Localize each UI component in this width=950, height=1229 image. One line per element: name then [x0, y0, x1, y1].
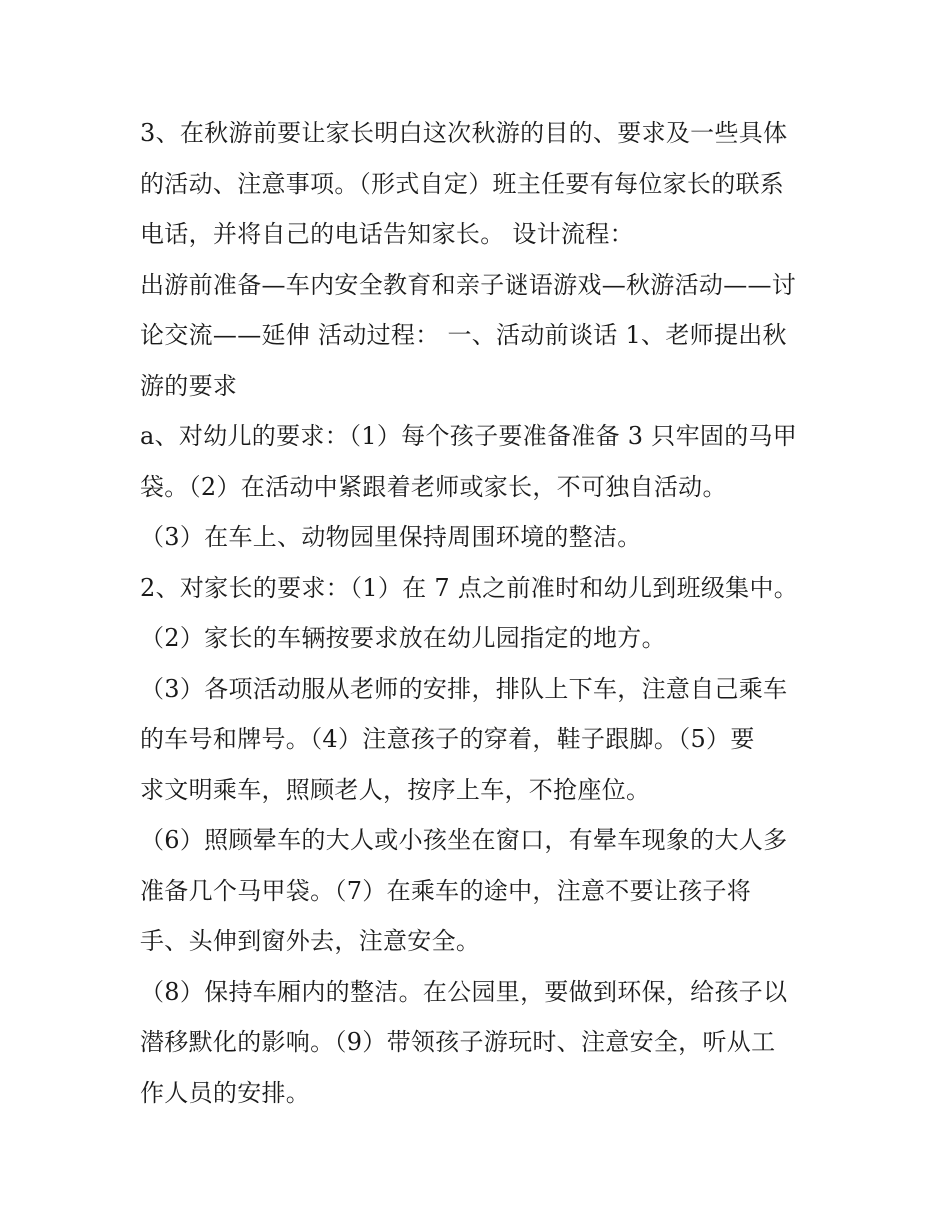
text-line: 袋。（2）在活动中紧跟着老师或家长，不可独自活动。	[140, 472, 727, 501]
text-line: 论交流——延伸 活动过程： 一、活动前谈话 1、老师提出秋	[140, 321, 787, 349]
text-line: 3、在秋游前要让家长明白这次秋游的目的、要求及一些具体	[140, 119, 788, 147]
text-line: 游的要求	[140, 371, 238, 400]
text-line: （2）家长的车辆按要求放在幼儿园指定的地方。	[140, 624, 666, 652]
text-line: （3）在车上、动物园里保持周围环境的整洁。	[140, 523, 642, 551]
text-line: 2、对家长的要求：（1）在 7 点之前准时和幼儿到班级集中。	[140, 573, 799, 602]
text-line: 潜移默化的影响。（9）带领孩子游玩时、注意安全，听从工	[140, 1028, 776, 1056]
text-line: 电话，并将自己的电话告知家长。 设计流程：	[140, 220, 634, 248]
text-line: 手、头伸到窗外去，注意安全。	[140, 927, 481, 955]
text-line: 的活动、注意事项。（形式自定）班主任要有每位家长的联系	[140, 169, 785, 198]
document-body	[140, 108, 820, 1118]
text-line: （3）各项活动服从老师的安排，排队上下车，注意自己乘车	[140, 674, 788, 703]
text-line: （6）照顾晕车的大人或小孩坐在窗口，有晕车现象的大人多	[140, 826, 788, 854]
text-line: 的车号和牌号。（4）注意孩子的穿着，鞋子跟脚。（5）要	[140, 725, 755, 753]
text-line: 出游前准备—车内安全教育和亲子谜语游戏—秋游活动——讨	[140, 270, 797, 299]
text-line: 作人员的安排。	[140, 1078, 311, 1107]
text-line: 准备几个马甲袋。（7）在乘车的途中，注意不要让孩子将	[140, 876, 752, 905]
text-line: （8）保持车厢内的整洁。在公园里，要做到环保，给孩子以	[140, 977, 788, 1006]
text-line: 求文明乘车，照顾老人，按序上车，不抢座位。	[140, 775, 651, 804]
text-line: a、对幼儿的要求：（1）每个孩子要准备准备 3 只牢固的马甲	[140, 422, 798, 450]
